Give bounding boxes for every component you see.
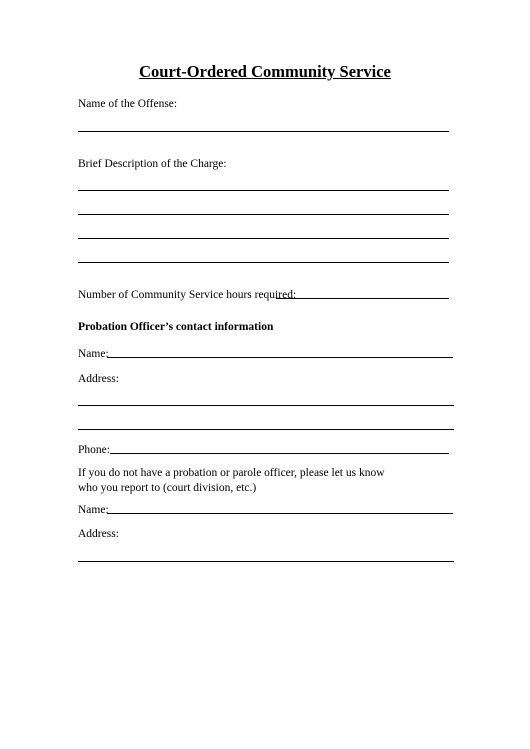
alt-address-label: Address: <box>78 528 119 540</box>
alt-name-input-line[interactable] <box>107 513 453 514</box>
alt-instructions-line-1: If you do not have a probation or parole officer, please let us know <box>78 467 385 479</box>
alt-name-label: Name: <box>78 504 109 516</box>
address-input-line-1[interactable] <box>78 405 454 406</box>
description-input-line-1[interactable] <box>78 190 449 191</box>
description-input-line-3[interactable] <box>78 238 449 239</box>
hours-input-line[interactable] <box>276 298 449 299</box>
description-input-line-2[interactable] <box>78 214 449 215</box>
phone-input-line[interactable] <box>110 453 449 454</box>
name-label: Name: <box>78 348 109 360</box>
address-input-line-2[interactable] <box>78 429 454 430</box>
description-input-line-4[interactable] <box>78 262 449 263</box>
alt-instructions-line-2: who you report to (court division, etc.) <box>78 482 257 494</box>
alt-address-input-line[interactable] <box>78 561 454 562</box>
address-label: Address: <box>78 373 119 385</box>
offense-label: Name of the Offense: <box>78 98 178 110</box>
name-input-line[interactable] <box>107 357 453 358</box>
probation-heading: Probation Officer’s contact information <box>78 321 274 333</box>
form-title: Court-Ordered Community Service <box>139 62 391 81</box>
phone-label: Phone: <box>78 444 110 456</box>
offense-input-line[interactable] <box>78 131 449 132</box>
hours-label: Number of Community Service hours required: <box>78 289 297 301</box>
description-label: Brief Description of the Charge: <box>78 158 227 170</box>
